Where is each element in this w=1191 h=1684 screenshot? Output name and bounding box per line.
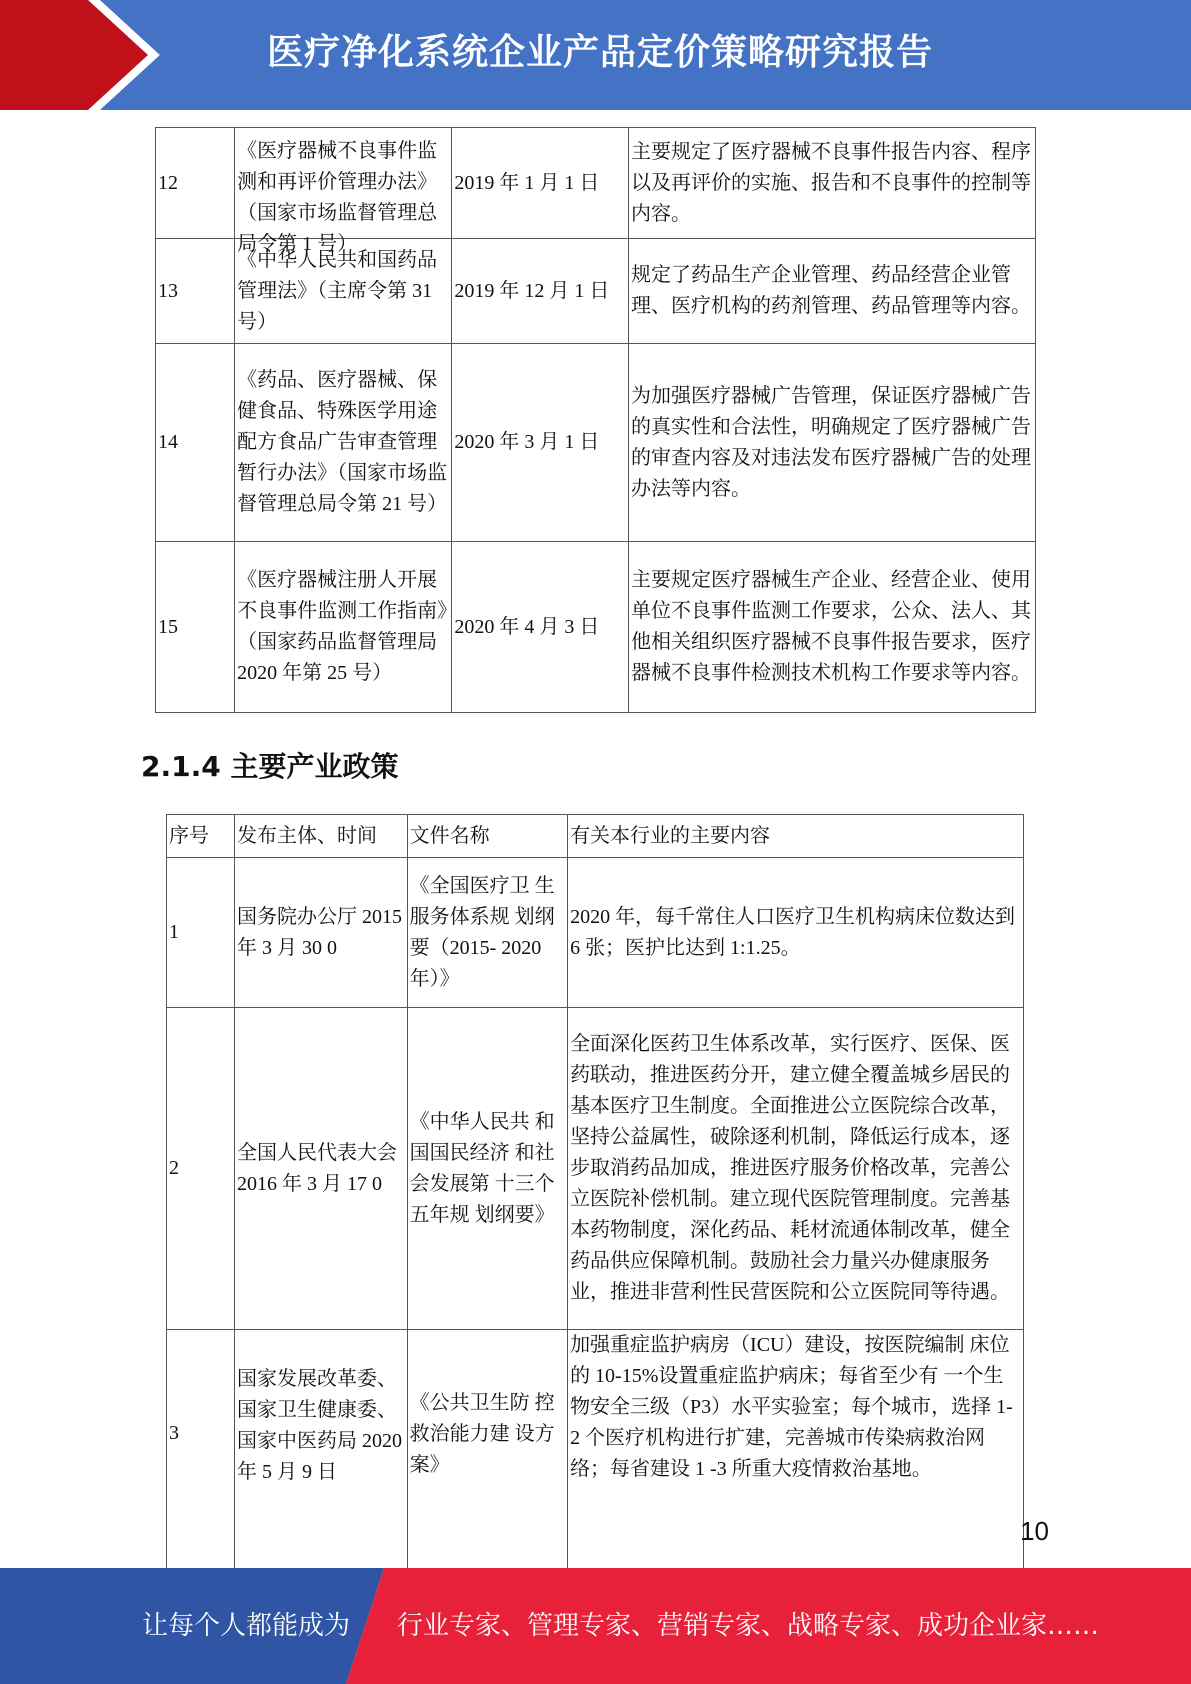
effective-date: 2020 年 4 月 3 日 — [452, 542, 629, 713]
regulation-content: 主要规定医疗器械生产企业、经营企业、使用单位不良事件监测工作要求，公众、法人、其他相关组织医疗器械不良事件报告要求，医疗器械不良事件检测技术机构工作要求等内容。 — [628, 542, 1035, 713]
row-number: 15 — [156, 542, 235, 713]
table-row — [167, 1008, 1024, 1330]
issuer-and-date: 国务院办公厅 2015 年 3 月 30 0 — [235, 858, 408, 1008]
policy-content: 加强重症监护病房（ICU）建设，按医院编制 床位的 10-15%设置重症监护病床；每省至少有 一个生物安全三级（P3）水平实验室；每个城市，选择 1-2 个医疗机构进行扩建，完善城市传染病救治网络；每省建设 1 -3 所重大疫情救治基地。 — [568, 1330, 1024, 1605]
footer-slogan-left: 让每个人都能成为 — [142, 1611, 351, 1641]
page-number: 10 — [1020, 1516, 1049, 1546]
row-number: 13 — [156, 239, 235, 344]
table-header-row — [167, 815, 1024, 858]
table-row — [167, 1330, 1024, 1605]
regulation-name: 《中华人民共和国药品管理法》（主席令第 31 号） — [235, 239, 452, 344]
regulations-table — [155, 127, 1036, 713]
table-row — [167, 858, 1024, 1008]
regulation-name: 《医疗器械注册人开展不良事件监测工作指南》（国家药品监督管理局 2020 年第 25 号） — [235, 542, 452, 713]
page-header — [0, 0, 1191, 110]
row-number: 1 — [167, 858, 235, 1008]
row-number: 12 — [156, 128, 235, 239]
column-header: 发布主体、时间 — [235, 815, 408, 858]
regulation-content: 主要规定了医疗器械不良事件报告内容、程序以及再评价的实施、报告和不良事件的控制等内容。 — [628, 128, 1035, 239]
table-row — [156, 128, 1036, 239]
issuer-and-date: 全国人民代表大会 2016 年 3 月 17 0 — [235, 1008, 408, 1330]
section-heading: 2.1.4 主要产业政策 — [141, 750, 399, 783]
page-footer — [0, 1568, 1191, 1684]
document-name: 《公共卫生防 控救治能力建 设方案》 — [407, 1330, 567, 1605]
effective-date: 2019 年 12 月 1 日 — [452, 239, 629, 344]
effective-date: 2019 年 1 月 1 日 — [452, 128, 629, 239]
column-header: 序号 — [167, 815, 235, 858]
row-number: 3 — [167, 1330, 235, 1605]
table-row — [156, 542, 1036, 713]
policy-content: 全面深化医药卫生体系改革，实行医疗、医保、医药联动，推进医药分开，建立健全覆盖城乡居民的基本医疗卫生制度。全面推进公立医院综合改革，坚持公益属性，破除逐利机制，降低运行成本，逐步取消药品加成，推进医疗服务价格改革，完善公立医院补偿机制。建立现代医院管理制度。完善基本药物制度，深化药品、耗材流通体制改革，健全药品供应保障机制。鼓励社会力量兴办健康服务业，推进非营利性民营医院和公立医院同等待遇。 — [568, 1008, 1024, 1330]
policy-content: 2020 年，每千常住人口医疗卫生机构病床位数达到 6 张；医护比达到 1:1.25。 — [568, 858, 1024, 1008]
document-name: 《中华人民共 和国国民经济 和社会发展第 十三个五年规 划纲要》 — [407, 1008, 567, 1330]
column-header: 有关本行业的主要内容 — [568, 815, 1024, 858]
table-row — [156, 344, 1036, 542]
policy-table — [166, 814, 1024, 1604]
regulation-content: 为加强医疗器械广告管理，保证医疗器械广告的真实性和合法性，明确规定了医疗器械广告的审查内容及对违法发布医疗器械广告的处理办法等内容。 — [628, 344, 1035, 542]
regulation-content: 规定了药品生产企业管理、药品经营企业管理、医疗机构的药剂管理、药品管理等内容。 — [628, 239, 1035, 344]
row-number: 2 — [167, 1008, 235, 1330]
issuer-and-date: 国家发展改革委、国家卫生健康委、国家中医药局 2020 年 5 月 9 日 — [235, 1330, 408, 1605]
report-title: 医疗净化系统企业产品定价策略研究报告 — [266, 32, 933, 73]
regulation-name: 《医疗器械不良事件监测和再评价管理办法》（国家市场监督管理总局令第 1 号） — [235, 128, 452, 239]
row-number: 14 — [156, 344, 235, 542]
regulation-name: 《药品、医疗器械、保健食品、特殊医学用途配方食品广告审查管理暂行办法》（国家市场监督管理总局令第 21 号） — [235, 344, 452, 542]
document-name: 《全国医疗卫 生服务体系规 划纲要（2015- 2020 年）》 — [407, 858, 567, 1008]
footer-slogan-right: 行业专家、管理专家、营销专家、战略专家、成功企业家…… — [397, 1611, 1100, 1641]
table-row — [156, 239, 1036, 344]
column-header: 文件名称 — [407, 815, 567, 858]
effective-date: 2020 年 3 月 1 日 — [452, 344, 629, 542]
